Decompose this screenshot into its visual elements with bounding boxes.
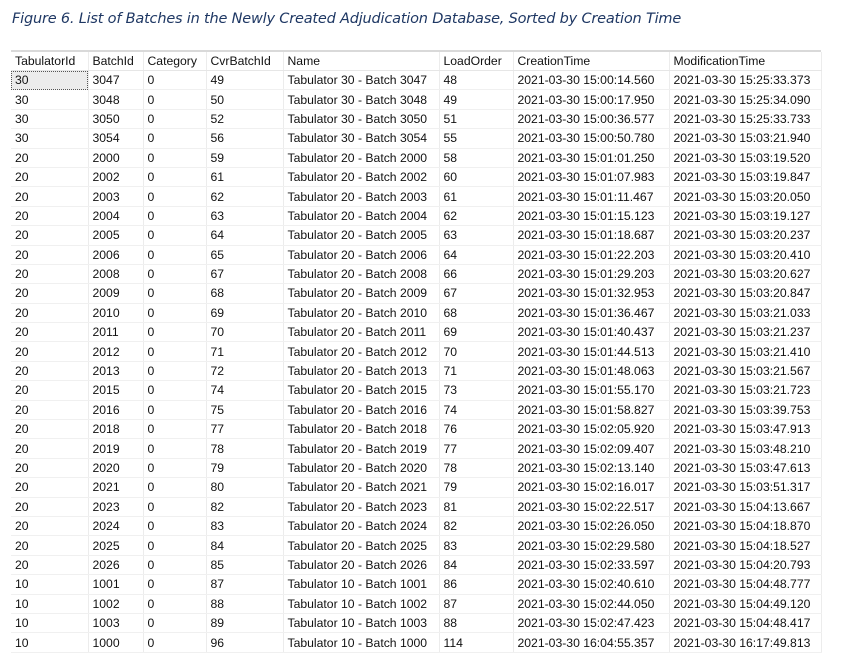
cell-loadorder[interactable]: 87 <box>439 594 513 613</box>
cell-name[interactable]: Tabulator 20 - Batch 2026 <box>283 555 439 574</box>
cell-modificationtime[interactable]: 2021-03-30 15:04:48.777 <box>669 575 821 594</box>
cell-cvrbatchid[interactable]: 67 <box>206 264 283 283</box>
cell-cvrbatchid[interactable]: 75 <box>206 400 283 419</box>
cell-batchid[interactable]: 3047 <box>88 71 143 90</box>
cell-category[interactable]: 0 <box>143 90 206 109</box>
cell-cvrbatchid[interactable]: 74 <box>206 381 283 400</box>
cell-batchid[interactable]: 2002 <box>88 167 143 186</box>
cell-name[interactable]: Tabulator 20 - Batch 2006 <box>283 245 439 264</box>
cell-tabulatorid[interactable]: 20 <box>11 400 88 419</box>
cell-cvrbatchid[interactable]: 61 <box>206 167 283 186</box>
cell-creationtime[interactable]: 2021-03-30 15:00:14.560 <box>513 71 669 90</box>
cell-creationtime[interactable]: 2021-03-30 15:02:05.920 <box>513 420 669 439</box>
cell-modificationtime[interactable]: 2021-03-30 15:25:33.733 <box>669 109 821 128</box>
column-header-modificationtime[interactable]: ModificationTime <box>669 52 821 71</box>
cell-name[interactable]: Tabulator 20 - Batch 2023 <box>283 497 439 516</box>
cell-name[interactable]: Tabulator 20 - Batch 2002 <box>283 167 439 186</box>
cell-name[interactable]: Tabulator 20 - Batch 2000 <box>283 148 439 167</box>
cell-category[interactable]: 0 <box>143 478 206 497</box>
cell-creationtime[interactable]: 2021-03-30 15:01:22.203 <box>513 245 669 264</box>
cell-modificationtime[interactable]: 2021-03-30 15:03:19.847 <box>669 167 821 186</box>
cell-creationtime[interactable]: 2021-03-30 15:00:36.577 <box>513 109 669 128</box>
cell-category[interactable]: 0 <box>143 420 206 439</box>
cell-creationtime[interactable]: 2021-03-30 15:01:01.250 <box>513 148 669 167</box>
cell-cvrbatchid[interactable]: 69 <box>206 303 283 322</box>
cell-loadorder[interactable]: 55 <box>439 129 513 148</box>
cell-batchid[interactable]: 2015 <box>88 381 143 400</box>
cell-tabulatorid[interactable]: 20 <box>11 245 88 264</box>
table-row[interactable] <box>11 420 821 439</box>
cell-loadorder[interactable]: 79 <box>439 478 513 497</box>
cell-creationtime[interactable]: 2021-03-30 15:01:29.203 <box>513 264 669 283</box>
table-row[interactable] <box>11 361 821 380</box>
cell-loadorder[interactable]: 68 <box>439 303 513 322</box>
cell-category[interactable]: 0 <box>143 167 206 186</box>
table-row[interactable] <box>11 536 821 555</box>
cell-tabulatorid[interactable]: 20 <box>11 536 88 555</box>
cell-name[interactable]: Tabulator 10 - Batch 1001 <box>283 575 439 594</box>
cell-loadorder[interactable]: 73 <box>439 381 513 400</box>
cell-cvrbatchid[interactable]: 68 <box>206 284 283 303</box>
cell-batchid[interactable]: 3048 <box>88 90 143 109</box>
cell-loadorder[interactable]: 64 <box>439 245 513 264</box>
cell-tabulatorid[interactable]: 20 <box>11 148 88 167</box>
table-row[interactable] <box>11 226 821 245</box>
table-row[interactable] <box>11 555 821 574</box>
cell-name[interactable]: Tabulator 20 - Batch 2008 <box>283 264 439 283</box>
cell-tabulatorid[interactable]: 20 <box>11 458 88 477</box>
cell-batchid[interactable]: 2004 <box>88 206 143 225</box>
cell-category[interactable]: 0 <box>143 594 206 613</box>
cell-category[interactable]: 0 <box>143 303 206 322</box>
cell-cvrbatchid[interactable]: 64 <box>206 226 283 245</box>
cell-loadorder[interactable]: 83 <box>439 536 513 555</box>
cell-creationtime[interactable]: 2021-03-30 15:01:36.467 <box>513 303 669 322</box>
cell-modificationtime[interactable]: 2021-03-30 15:03:21.033 <box>669 303 821 322</box>
cell-tabulatorid[interactable]: 20 <box>11 478 88 497</box>
table-row[interactable] <box>11 264 821 283</box>
cell-creationtime[interactable]: 2021-03-30 15:02:09.407 <box>513 439 669 458</box>
cell-creationtime[interactable]: 2021-03-30 15:01:58.827 <box>513 400 669 419</box>
cell-name[interactable]: Tabulator 20 - Batch 2010 <box>283 303 439 322</box>
column-header-loadorder[interactable]: LoadOrder <box>439 52 513 71</box>
cell-category[interactable]: 0 <box>143 206 206 225</box>
cell-loadorder[interactable]: 67 <box>439 284 513 303</box>
column-header-name[interactable]: Name <box>283 52 439 71</box>
table-row[interactable] <box>11 594 821 613</box>
cell-batchid[interactable]: 1003 <box>88 613 143 632</box>
column-header-cvrbatchid[interactable]: CvrBatchId <box>206 52 283 71</box>
cell-creationtime[interactable]: 2021-03-30 15:02:26.050 <box>513 516 669 535</box>
cell-category[interactable]: 0 <box>143 536 206 555</box>
cell-name[interactable]: Tabulator 20 - Batch 2012 <box>283 342 439 361</box>
cell-tabulatorid[interactable]: 20 <box>11 303 88 322</box>
cell-modificationtime[interactable]: 2021-03-30 15:03:47.613 <box>669 458 821 477</box>
cell-batchid[interactable]: 2020 <box>88 458 143 477</box>
cell-creationtime[interactable]: 2021-03-30 15:01:18.687 <box>513 226 669 245</box>
cell-tabulatorid[interactable]: 20 <box>11 439 88 458</box>
table-row[interactable] <box>11 458 821 477</box>
cell-creationtime[interactable]: 2021-03-30 15:01:55.170 <box>513 381 669 400</box>
table-row[interactable] <box>11 478 821 497</box>
cell-creationtime[interactable]: 2021-03-30 15:01:48.063 <box>513 361 669 380</box>
cell-category[interactable]: 0 <box>143 633 206 652</box>
cell-creationtime[interactable]: 2021-03-30 15:01:07.983 <box>513 167 669 186</box>
cell-category[interactable]: 0 <box>143 458 206 477</box>
cell-batchid[interactable]: 1000 <box>88 633 143 652</box>
table-row[interactable] <box>11 206 821 225</box>
cell-creationtime[interactable]: 2021-03-30 15:00:50.780 <box>513 129 669 148</box>
cell-modificationtime[interactable]: 2021-03-30 15:04:20.793 <box>669 555 821 574</box>
cell-name[interactable]: Tabulator 20 - Batch 2020 <box>283 458 439 477</box>
cell-tabulatorid[interactable]: 20 <box>11 420 88 439</box>
table-row[interactable] <box>11 245 821 264</box>
cell-loadorder[interactable]: 78 <box>439 458 513 477</box>
cell-category[interactable]: 0 <box>143 226 206 245</box>
cell-cvrbatchid[interactable]: 82 <box>206 497 283 516</box>
cell-tabulatorid[interactable]: 20 <box>11 323 88 342</box>
cell-category[interactable]: 0 <box>143 323 206 342</box>
cell-loadorder[interactable]: 51 <box>439 109 513 128</box>
cell-loadorder[interactable]: 61 <box>439 187 513 206</box>
cell-category[interactable]: 0 <box>143 516 206 535</box>
batches-table <box>11 52 822 653</box>
cell-creationtime[interactable]: 2021-03-30 15:02:22.517 <box>513 497 669 516</box>
cell-creationtime[interactable]: 2021-03-30 15:01:40.437 <box>513 323 669 342</box>
cell-modificationtime[interactable]: 2021-03-30 15:25:34.090 <box>669 90 821 109</box>
cell-name[interactable]: Tabulator 30 - Batch 3050 <box>283 109 439 128</box>
cell-batchid[interactable]: 2021 <box>88 478 143 497</box>
cell-name[interactable]: Tabulator 20 - Batch 2005 <box>283 226 439 245</box>
cell-modificationtime[interactable]: 2021-03-30 16:17:49.813 <box>669 633 821 652</box>
cell-loadorder[interactable]: 69 <box>439 323 513 342</box>
cell-tabulatorid[interactable]: 30 <box>11 109 88 128</box>
cell-creationtime[interactable]: 2021-03-30 15:01:44.513 <box>513 342 669 361</box>
cell-modificationtime[interactable]: 2021-03-30 15:03:20.237 <box>669 226 821 245</box>
table-body <box>11 71 821 653</box>
cell-creationtime[interactable]: 2021-03-30 15:02:47.423 <box>513 613 669 632</box>
cell-cvrbatchid[interactable]: 56 <box>206 129 283 148</box>
cell-loadorder[interactable]: 114 <box>439 633 513 652</box>
cell-tabulatorid[interactable]: 10 <box>11 633 88 652</box>
cell-modificationtime[interactable]: 2021-03-30 15:04:18.527 <box>669 536 821 555</box>
cell-cvrbatchid[interactable]: 63 <box>206 206 283 225</box>
cell-loadorder[interactable]: 66 <box>439 264 513 283</box>
cell-batchid[interactable]: 2013 <box>88 361 143 380</box>
cell-loadorder[interactable]: 84 <box>439 555 513 574</box>
cell-batchid[interactable]: 2006 <box>88 245 143 264</box>
cell-loadorder[interactable]: 81 <box>439 497 513 516</box>
cell-tabulatorid[interactable]: 10 <box>11 594 88 613</box>
cell-category[interactable]: 0 <box>143 264 206 283</box>
cell-name[interactable]: Tabulator 20 - Batch 2025 <box>283 536 439 555</box>
cell-loadorder[interactable]: 76 <box>439 420 513 439</box>
cell-loadorder[interactable]: 62 <box>439 206 513 225</box>
cell-cvrbatchid[interactable]: 89 <box>206 613 283 632</box>
cell-modificationtime[interactable]: 2021-03-30 15:03:21.410 <box>669 342 821 361</box>
cell-tabulatorid[interactable]: 20 <box>11 361 88 380</box>
cell-category[interactable]: 0 <box>143 613 206 632</box>
cell-tabulatorid[interactable]: 20 <box>11 264 88 283</box>
cell-category[interactable]: 0 <box>143 284 206 303</box>
cell-tabulatorid[interactable]: 10 <box>11 575 88 594</box>
cell-batchid[interactable]: 2008 <box>88 264 143 283</box>
cell-category[interactable]: 0 <box>143 555 206 574</box>
cell-modificationtime[interactable]: 2021-03-30 15:03:20.627 <box>669 264 821 283</box>
cell-modificationtime[interactable]: 2021-03-30 15:03:47.913 <box>669 420 821 439</box>
cell-creationtime[interactable]: 2021-03-30 15:02:16.017 <box>513 478 669 497</box>
cell-modificationtime[interactable]: 2021-03-30 15:03:21.723 <box>669 381 821 400</box>
cell-cvrbatchid[interactable]: 71 <box>206 342 283 361</box>
cell-cvrbatchid[interactable]: 96 <box>206 633 283 652</box>
table-row[interactable] <box>11 129 821 148</box>
cell-category[interactable]: 0 <box>143 129 206 148</box>
cell-cvrbatchid[interactable]: 50 <box>206 90 283 109</box>
cell-category[interactable]: 0 <box>143 361 206 380</box>
cell-name[interactable]: Tabulator 20 - Batch 2016 <box>283 400 439 419</box>
cell-category[interactable]: 0 <box>143 439 206 458</box>
cell-name[interactable]: Tabulator 20 - Batch 2015 <box>283 381 439 400</box>
table-row[interactable] <box>11 381 821 400</box>
cell-modificationtime[interactable]: 2021-03-30 15:03:19.127 <box>669 206 821 225</box>
cell-batchid[interactable]: 2000 <box>88 148 143 167</box>
cell-name[interactable]: Tabulator 20 - Batch 2019 <box>283 439 439 458</box>
cell-loadorder[interactable]: 88 <box>439 613 513 632</box>
table-row[interactable] <box>11 148 821 167</box>
cell-batchid[interactable]: 2005 <box>88 226 143 245</box>
cell-modificationtime[interactable]: 2021-03-30 15:04:49.120 <box>669 594 821 613</box>
cell-category[interactable]: 0 <box>143 342 206 361</box>
table-row[interactable] <box>11 400 821 419</box>
cell-tabulatorid[interactable]: 20 <box>11 497 88 516</box>
cell-name[interactable]: Tabulator 20 - Batch 2009 <box>283 284 439 303</box>
cell-loadorder[interactable]: 60 <box>439 167 513 186</box>
results-grid <box>11 50 821 653</box>
cell-tabulatorid[interactable]: 20 <box>11 555 88 574</box>
cell-name[interactable]: Tabulator 10 - Batch 1000 <box>283 633 439 652</box>
cell-category[interactable]: 0 <box>143 245 206 264</box>
cell-creationtime[interactable]: 2021-03-30 15:02:29.580 <box>513 536 669 555</box>
cell-creationtime[interactable]: 2021-03-30 15:02:44.050 <box>513 594 669 613</box>
cell-tabulatorid[interactable]: 20 <box>11 226 88 245</box>
table-row[interactable] <box>11 575 821 594</box>
cell-batchid[interactable]: 2024 <box>88 516 143 535</box>
cell-creationtime[interactable]: 2021-03-30 15:02:13.140 <box>513 458 669 477</box>
cell-tabulatorid[interactable]: 30 <box>11 129 88 148</box>
cell-modificationtime[interactable]: 2021-03-30 15:03:21.237 <box>669 323 821 342</box>
cell-cvrbatchid[interactable]: 85 <box>206 555 283 574</box>
cell-modificationtime[interactable]: 2021-03-30 15:03:20.050 <box>669 187 821 206</box>
cell-cvrbatchid[interactable]: 79 <box>206 458 283 477</box>
cell-batchid[interactable]: 2026 <box>88 555 143 574</box>
column-header-batchid[interactable]: BatchId <box>88 52 143 71</box>
column-header-tabulatorid[interactable]: TabulatorId <box>11 52 88 71</box>
cell-batchid[interactable]: 1001 <box>88 575 143 594</box>
cell-loadorder[interactable]: 48 <box>439 71 513 90</box>
cell-tabulatorid[interactable]: 20 <box>11 167 88 186</box>
cell-modificationtime[interactable]: 2021-03-30 15:03:21.940 <box>669 129 821 148</box>
cell-name[interactable]: Tabulator 20 - Batch 2003 <box>283 187 439 206</box>
cell-category[interactable]: 0 <box>143 400 206 419</box>
cell-tabulatorid[interactable]: 20 <box>11 516 88 535</box>
cell-tabulatorid[interactable]: 20 <box>11 381 88 400</box>
cell-name[interactable]: Tabulator 20 - Batch 2004 <box>283 206 439 225</box>
cell-batchid[interactable]: 2023 <box>88 497 143 516</box>
cell-modificationtime[interactable]: 2021-03-30 15:03:20.410 <box>669 245 821 264</box>
cell-batchid[interactable]: 2003 <box>88 187 143 206</box>
cell-loadorder[interactable]: 74 <box>439 400 513 419</box>
cell-batchid[interactable]: 2012 <box>88 342 143 361</box>
cell-loadorder[interactable]: 71 <box>439 361 513 380</box>
cell-tabulatorid[interactable]: 20 <box>11 342 88 361</box>
cell-creationtime[interactable]: 2021-03-30 15:01:15.123 <box>513 206 669 225</box>
table-row[interactable] <box>11 613 821 632</box>
cell-modificationtime[interactable]: 2021-03-30 15:03:51.317 <box>669 478 821 497</box>
cell-cvrbatchid[interactable]: 77 <box>206 420 283 439</box>
cell-modificationtime[interactable]: 2021-03-30 15:03:19.520 <box>669 148 821 167</box>
cell-cvrbatchid[interactable]: 78 <box>206 439 283 458</box>
cell-modificationtime[interactable]: 2021-03-30 15:25:33.373 <box>669 71 821 90</box>
table-row[interactable] <box>11 187 821 206</box>
cell-modificationtime[interactable]: 2021-03-30 15:03:39.753 <box>669 400 821 419</box>
cell-name[interactable]: Tabulator 20 - Batch 2018 <box>283 420 439 439</box>
table-row[interactable] <box>11 633 821 652</box>
cell-creationtime[interactable]: 2021-03-30 15:01:11.467 <box>513 187 669 206</box>
column-header-creationtime[interactable]: CreationTime <box>513 52 669 71</box>
cell-cvrbatchid[interactable]: 80 <box>206 478 283 497</box>
header-row <box>11 52 821 71</box>
table-row[interactable] <box>11 497 821 516</box>
cell-tabulatorid[interactable]: 30 <box>11 71 88 90</box>
table-row[interactable] <box>11 90 821 109</box>
cell-name[interactable]: Tabulator 10 - Batch 1002 <box>283 594 439 613</box>
cell-tabulatorid[interactable]: 30 <box>11 90 88 109</box>
cell-cvrbatchid[interactable]: 88 <box>206 594 283 613</box>
table-row[interactable] <box>11 439 821 458</box>
column-header-category[interactable]: Category <box>143 52 206 71</box>
cell-loadorder[interactable]: 77 <box>439 439 513 458</box>
cell-modificationtime[interactable]: 2021-03-30 15:04:18.870 <box>669 516 821 535</box>
cell-cvrbatchid[interactable]: 70 <box>206 323 283 342</box>
cell-modificationtime[interactable]: 2021-03-30 15:04:13.667 <box>669 497 821 516</box>
cell-name[interactable]: Tabulator 20 - Batch 2021 <box>283 478 439 497</box>
table-row[interactable] <box>11 303 821 322</box>
table-row[interactable] <box>11 109 821 128</box>
cell-loadorder[interactable]: 58 <box>439 148 513 167</box>
cell-loadorder[interactable]: 82 <box>439 516 513 535</box>
cell-loadorder[interactable]: 86 <box>439 575 513 594</box>
cell-modificationtime[interactable]: 2021-03-30 15:04:48.417 <box>669 613 821 632</box>
cell-category[interactable]: 0 <box>143 497 206 516</box>
cell-name[interactable]: Tabulator 10 - Batch 1003 <box>283 613 439 632</box>
cell-batchid[interactable]: 2019 <box>88 439 143 458</box>
cell-name[interactable]: Tabulator 30 - Batch 3047 <box>283 71 439 90</box>
cell-batchid[interactable]: 3054 <box>88 129 143 148</box>
table-row[interactable] <box>11 71 821 90</box>
cell-creationtime[interactable]: 2021-03-30 15:02:40.610 <box>513 575 669 594</box>
cell-cvrbatchid[interactable]: 65 <box>206 245 283 264</box>
cell-cvrbatchid[interactable]: 59 <box>206 148 283 167</box>
figure-caption: Figure 6. List of Batches in the Newly Created Adjudication Database, Sorted by Creation Time <box>12 11 682 27</box>
cell-cvrbatchid[interactable]: 62 <box>206 187 283 206</box>
cell-batchid[interactable]: 2011 <box>88 323 143 342</box>
cell-modificationtime[interactable]: 2021-03-30 15:03:20.847 <box>669 284 821 303</box>
cell-category[interactable]: 0 <box>143 148 206 167</box>
cell-batchid[interactable]: 2009 <box>88 284 143 303</box>
table-row[interactable] <box>11 342 821 361</box>
table-row[interactable] <box>11 323 821 342</box>
table-row[interactable] <box>11 516 821 535</box>
cell-loadorder[interactable]: 49 <box>439 90 513 109</box>
cell-cvrbatchid[interactable]: 87 <box>206 575 283 594</box>
cell-batchid[interactable]: 3050 <box>88 109 143 128</box>
cell-tabulatorid[interactable]: 10 <box>11 613 88 632</box>
cell-category[interactable]: 0 <box>143 71 206 90</box>
cell-name[interactable]: Tabulator 30 - Batch 3054 <box>283 129 439 148</box>
cell-creationtime[interactable]: 2021-03-30 15:02:33.597 <box>513 555 669 574</box>
cell-name[interactable]: Tabulator 20 - Batch 2024 <box>283 516 439 535</box>
cell-creationtime[interactable]: 2021-03-30 15:01:32.953 <box>513 284 669 303</box>
cell-batchid[interactable]: 2025 <box>88 536 143 555</box>
cell-batchid[interactable]: 1002 <box>88 594 143 613</box>
cell-loadorder[interactable]: 70 <box>439 342 513 361</box>
cell-name[interactable]: Tabulator 20 - Batch 2011 <box>283 323 439 342</box>
cell-tabulatorid[interactable]: 20 <box>11 284 88 303</box>
table-row[interactable] <box>11 284 821 303</box>
cell-loadorder[interactable]: 63 <box>439 226 513 245</box>
cell-category[interactable]: 0 <box>143 187 206 206</box>
cell-cvrbatchid[interactable]: 52 <box>206 109 283 128</box>
cell-category[interactable]: 0 <box>143 575 206 594</box>
cell-cvrbatchid[interactable]: 72 <box>206 361 283 380</box>
cell-category[interactable]: 0 <box>143 109 206 128</box>
table-row[interactable] <box>11 167 821 186</box>
cell-name[interactable]: Tabulator 30 - Batch 3048 <box>283 90 439 109</box>
cell-creationtime[interactable]: 2021-03-30 16:04:55.357 <box>513 633 669 652</box>
cell-cvrbatchid[interactable]: 84 <box>206 536 283 555</box>
cell-batchid[interactable]: 2018 <box>88 420 143 439</box>
cell-modificationtime[interactable]: 2021-03-30 15:03:48.210 <box>669 439 821 458</box>
cell-creationtime[interactable]: 2021-03-30 15:00:17.950 <box>513 90 669 109</box>
cell-cvrbatchid[interactable]: 49 <box>206 71 283 90</box>
cell-category[interactable]: 0 <box>143 381 206 400</box>
cell-batchid[interactable]: 2016 <box>88 400 143 419</box>
cell-cvrbatchid[interactable]: 83 <box>206 516 283 535</box>
cell-tabulatorid[interactable]: 20 <box>11 206 88 225</box>
cell-batchid[interactable]: 2010 <box>88 303 143 322</box>
cell-modificationtime[interactable]: 2021-03-30 15:03:21.567 <box>669 361 821 380</box>
cell-name[interactable]: Tabulator 20 - Batch 2013 <box>283 361 439 380</box>
cell-tabulatorid[interactable]: 20 <box>11 187 88 206</box>
